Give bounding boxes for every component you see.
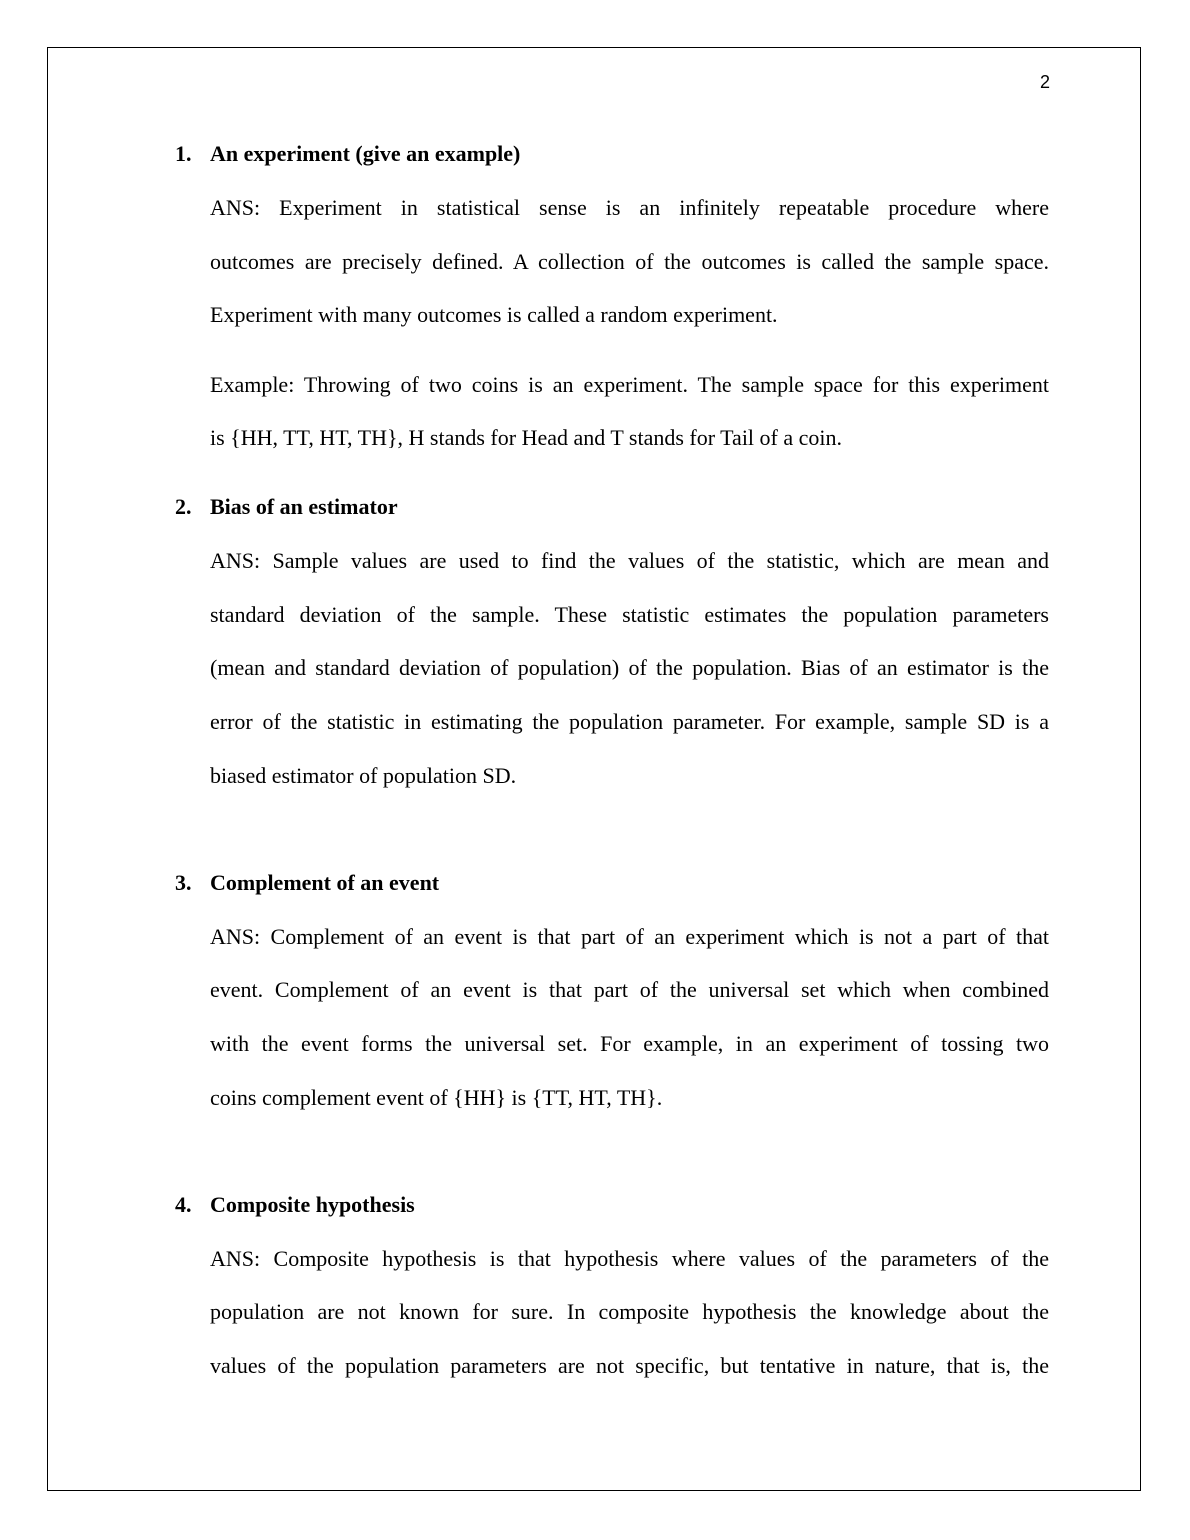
example-line: is {HH, TT, HT, TH}, H stands for Head and T stands for Tail of a coin. xyxy=(210,425,843,450)
example-line: Example: Throwing of two coins is an experiment. The sample space for this experiment xyxy=(210,372,1049,397)
answer-line: coins complement event of {HH} is {TT, HT, TH}. xyxy=(210,1085,663,1110)
answer-line: event. Complement of an event is that part of the universal set which when combined xyxy=(210,977,1049,1002)
section-number: 1. xyxy=(175,141,192,166)
answer-line: Experiment with many outcomes is called a random experiment. xyxy=(210,302,778,327)
answer-line: outcomes are precisely defined. A collection of the outcomes is called the sample space. xyxy=(210,249,1049,274)
section-heading: Composite hypothesis xyxy=(210,1192,415,1217)
section-number: 2. xyxy=(175,494,192,519)
answer-line: ANS: Sample values are used to find the values of the statistic, which are mean and xyxy=(210,548,1049,573)
section-number: 3. xyxy=(175,870,192,895)
answer-line: error of the statistic in estimating the population parameter. For example, sample SD is a xyxy=(210,709,1049,734)
answer-line: values of the population parameters are not specific, but tentative in nature, that is, the xyxy=(210,1353,1049,1378)
section-heading: Bias of an estimator xyxy=(210,494,398,519)
answer-line: ANS: Complement of an event is that part of an experiment which is not a part of that xyxy=(210,924,1049,949)
section-heading: Complement of an event xyxy=(210,870,440,895)
page-number: 2 xyxy=(1039,72,1050,92)
section-number: 4. xyxy=(175,1192,192,1217)
answer-line: standard deviation of the sample. These statistic estimates the population parameters xyxy=(210,602,1049,627)
answer-line: population are not known for sure. In composite hypothesis the knowledge about the xyxy=(210,1299,1049,1324)
answer-line: ANS: Experiment in statistical sense is an infinitely repeatable procedure where xyxy=(210,195,1049,220)
answer-line: (mean and standard deviation of population) of the population. Bias of an estimator is the xyxy=(210,655,1049,680)
answer-line: ANS: Composite hypothesis is that hypothesis where values of the parameters of the xyxy=(210,1246,1049,1271)
section-heading: An experiment (give an example) xyxy=(210,141,521,166)
answer-line: with the event forms the universal set. For example, in an experiment of tossing two xyxy=(210,1031,1049,1056)
answer-line: biased estimator of population SD. xyxy=(210,763,517,788)
